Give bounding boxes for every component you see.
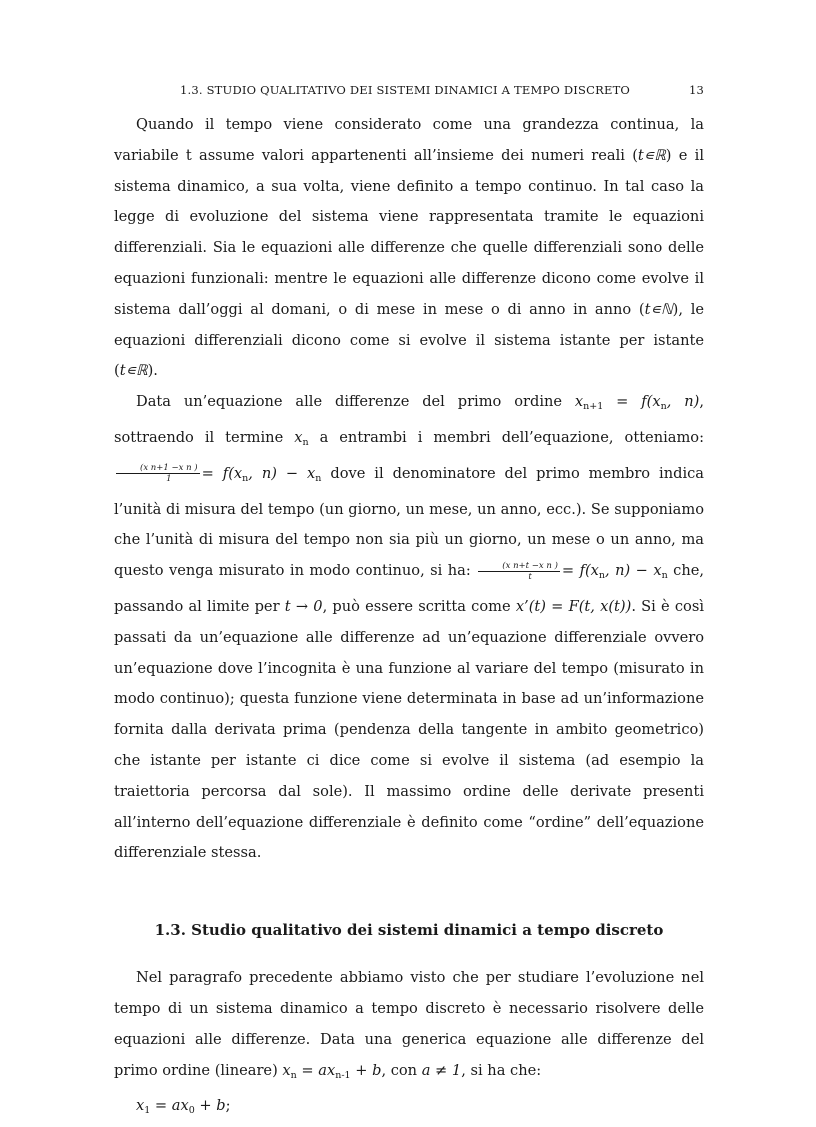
text-run: , sottraendo il termine — [114, 393, 704, 446]
text-run: che, passando al limite per — [114, 562, 705, 615]
equation-difference-rhs-continuous: = $f(x_n$, $n) - x_n$ — [561, 562, 668, 582]
math-condition: a ≠ 1 — [421, 1061, 462, 1079]
math-t-in-reals: t∊ℝ — [637, 146, 666, 164]
paragraph-discrete-study — [114, 963, 704, 1091]
math-xn: $x_n$ — [294, 428, 309, 448]
text-run: . Si è così passati da un’equazione alle differenze ad un’equazione differenziale ovvero un’equazione dove l’incognita è una funzione al variare del tempo (misurato in modo continuo); questa funzione viene determinata in base ad un’informazione fornita dalla derivata prima (pendenza della tangente in ambito geometrico) che istante per istante ci dice come si evolve il sistema (ad esempio la traiettoria percorsa dal sole). Il massimo ordine delle derivate presenti all’interno dell’equazione differenziale è definito come “ordine” dell’equazione differenziale stessa. — [114, 597, 704, 862]
paragraph-continuous-time — [114, 110, 704, 387]
text-run: dove il denominatore del primo membro indica l’unità di misura del tempo (un giorno, un mese, un anno, ecc.). Se supponiamo che l’unità di misura del tempo non sia più un giorno, un mese o un anno, ma questo venga misurato in modo continuo, si ha: — [114, 464, 704, 580]
text-run: , con — [381, 1061, 422, 1079]
text-run: , si ha che: — [461, 1061, 542, 1079]
section-heading: 1.3. Studio qualitativo dei sistemi dinamici a tempo discreto — [154, 921, 664, 940]
running-head — [114, 83, 704, 101]
text-run: , può essere scritta come — [322, 597, 516, 615]
running-title: 1.3. STUDIO QUALITATIVO DEI SISTEMI DINAMICI A TEMPO DISCRETO — [180, 83, 631, 97]
math-t-in-naturals: t∊ℕ — [644, 300, 673, 318]
text-run: ) e il sistema dinamico, a sua volta, viene definito a tempo continuo. In tal caso la legge di evoluzione del sistema viene rappresentata tramite le equazioni differenziali. Sia le equazioni alle differenze che quelle differenziali sono delle equazioni funzionali: mentre le equazioni alle differenze dicono come evolve il sistema dall’oggi al domani, o di mese in mese o di anno in anno ( — [114, 146, 704, 318]
equation-differential: x’(t) = F(t, x(t)) — [515, 597, 632, 615]
text-run: a entrambi i membri dell’equazione, otteniamo: — [308, 428, 704, 446]
math-limit: t → 0 — [284, 597, 323, 615]
equation-difference-rhs: = $f(x_n$, $n) - x_n$ — [201, 464, 322, 484]
equation-first-order: $x_{n+1} = f(x_n$, n) — [574, 393, 700, 413]
text-run: Nel paragrafo precedente abbiamo visto che per studiare l’evoluzione nel tempo di un sistema dinamico a tempo discreto è necessario risolvere delle equazioni alle differenze. Data una generica equazione alle differenze del primo ordine (lineare) — [114, 969, 704, 1079]
text-run: ), le equazioni differenziali dicono come si evolve il sistema istante per istante ( — [114, 300, 704, 380]
text-run: Data un’equazione alle differenze del primo ordine — [136, 393, 575, 411]
text-run: Quando il tempo viene considerato come una grandezza continua, la variabile t assume valori appartenenti all’insieme dei numeri reali ( — [114, 116, 704, 164]
fraction-unit-step: $\frac{\text{(x n+1 −x n )}}{1}$ — [116, 463, 200, 484]
page-number: 13 — [688, 83, 704, 97]
text-run: ). — [147, 362, 158, 380]
equation-x1: $x_1 = ax_0 + b$; — [136, 1097, 231, 1117]
fraction-time-step: $\frac{\text{(x n+t −x n )}}{t}$ — [478, 561, 560, 582]
equation-linear-first-order: $x_n = ax_{n-1} + b$ — [282, 1061, 382, 1081]
math-t-in-reals: t∊ℝ — [119, 362, 148, 380]
body-text — [114, 110, 704, 1127]
paragraph-difference-to-differential — [114, 387, 704, 869]
